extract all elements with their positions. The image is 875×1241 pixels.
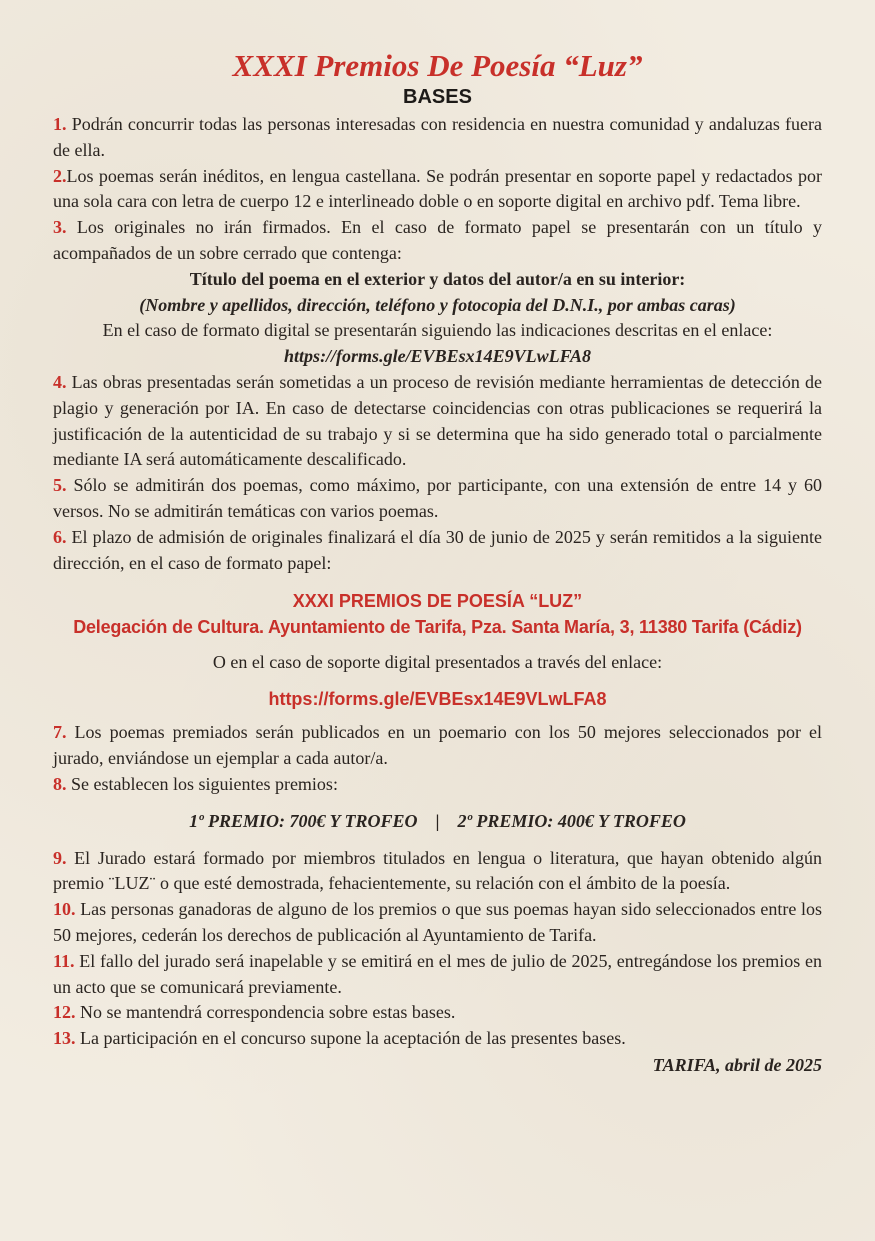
rule-text: La participación en el concurso supone la aceptación de las presentes bases. [75, 1028, 626, 1049]
rule-text: Los originales no irán firmados. En el caso de formato papel se presentarán con un título y acompañados de un sobre cerrado que contenga: [53, 217, 822, 263]
envelope-title: Título del poema en el exterior y datos del autor/a en su interior: [189, 268, 686, 289]
rule-text: Las personas ganadoras de alguno de los premios o que sus poemas hayan sido seleccionados entre los 50 mejores, cederán los derechos de publicación al Ayuntamiento de Tarifa. [53, 899, 822, 945]
rule-4 [53, 370, 822, 473]
rule-text: El Jurado estará formado por miembros titulados en lengua o literatura, que hayan obtenido algún premio ¨LUZ¨ o que esté demostrada, fehacientemente, su relación con el ámbito de la poesía. [53, 847, 822, 894]
digital-intro: En el caso de formato digital se presentarán siguiendo las indicaciones descritas en el enlace: [102, 320, 773, 341]
rule-number: 3. [53, 217, 67, 238]
rule-number: 1. [53, 114, 67, 134]
address-line: Delegación de Cultura. Ayuntamiento de Tarifa, Pza. Santa María, 3, 11380 Tarifa (Cádiz) [73, 617, 802, 638]
rule-10 [53, 897, 822, 949]
rule-7 [53, 720, 822, 772]
rule-text: Podrán concurrir todas las personas interesadas con residencia en nuestra comunidad y andaluzas fuera de ella. [53, 114, 822, 160]
rule-number: 6. [53, 526, 67, 547]
rule-text: No se mantendrá correspondencia sobre estas bases. [75, 1002, 456, 1023]
rule-3 [53, 215, 822, 267]
rule-9 [53, 846, 822, 898]
rule-number: 10. [53, 899, 76, 920]
digital-link-red[interactable]: https://forms.gle/EVBEsx14E9VLwLFA8 [268, 689, 607, 710]
rule-11 [53, 949, 822, 1001]
rule-number: 12. [53, 1002, 76, 1023]
prize-separator: | [435, 810, 440, 831]
prize-second: 2º PREMIO: 400€ Y TROFEO [457, 810, 686, 831]
digital-link[interactable]: https://forms.gle/EVBEsx14E9VLwLFA8 [284, 346, 591, 367]
rule-text: El fallo del jurado será inapelable y se emitirá en el mes de julio de 2025, entregándose los premios en un acto que se comunicará previamente. [53, 950, 822, 997]
envelope-details: (Nombre y apellidos, dirección, teléfono y fotocopia del D.N.I., por ambas caras) [139, 294, 736, 315]
rule-2 [53, 164, 822, 216]
digital-alt: O en el caso de soporte digital presentados a través del enlace: [212, 652, 663, 673]
rule-number: 5. [53, 475, 67, 496]
rule-number: 7. [53, 722, 67, 743]
rule-13 [53, 1026, 822, 1052]
rule-text: Sólo se admitirán dos poemas, como máximo, por participante, con una extensión de entre 14 y 60 versos. No se admitirán temáticas con varios poemas. [53, 475, 822, 521]
rule-text: Los poemas premiados serán publicados en un poemario con los 50 mejores seleccionados por el jurado, enviándose un ejemplar a cada autor/a. [53, 722, 822, 768]
rule-text: Se establecen los siguientes premios: [66, 773, 338, 794]
rule-number: 4. [53, 371, 67, 392]
signature: TARIFA, abril de 2025 [652, 1054, 822, 1075]
rule-1 [53, 112, 822, 164]
rule-number: 9. [53, 847, 67, 868]
rule-text: El plazo de admisión de originales finalizará el día 30 de junio de 2025 y serán remitidos a la siguiente dirección, en el caso de formato papel: [53, 526, 822, 573]
address-name: XXXI PREMIOS DE POESÍA “LUZ” [292, 591, 583, 612]
prizes-line [53, 808, 822, 834]
rule-6 [53, 525, 822, 577]
rule-number: 2. [53, 165, 67, 186]
page-title: XXXI Premios De Poesía “Luz” [232, 48, 643, 83]
rule-number: 13. [53, 1028, 76, 1049]
rule-8 [53, 772, 822, 798]
rule-text: Las obras presentadas serán sometidas a un proceso de revisión mediante herramientas de detección de plagio y generación por IA. En caso de detectarse coincidencias con otras publicaciones se requerirá la justificación de la autenticidad de su trabajo y si se determina que ha sido generado total o parcialmente mediante IA será automáticamente descalificado. [53, 371, 822, 470]
rule-number: 8. [53, 773, 67, 794]
rule-12 [53, 1000, 822, 1026]
rule-text: Los poemas serán inéditos, en lengua castellana. Se podrán presentar en soporte papel y redactados por una sola cara con letra de cuerpo 12 e interlineado doble o en soporte digital en archivo pdf. Tema libre. [53, 165, 822, 212]
page-subtitle: BASES [403, 86, 472, 108]
rule-number: 11. [53, 950, 75, 971]
prize-first: 1º PREMIO: 700€ Y TROFEO [189, 810, 418, 831]
rule-5 [53, 473, 822, 525]
